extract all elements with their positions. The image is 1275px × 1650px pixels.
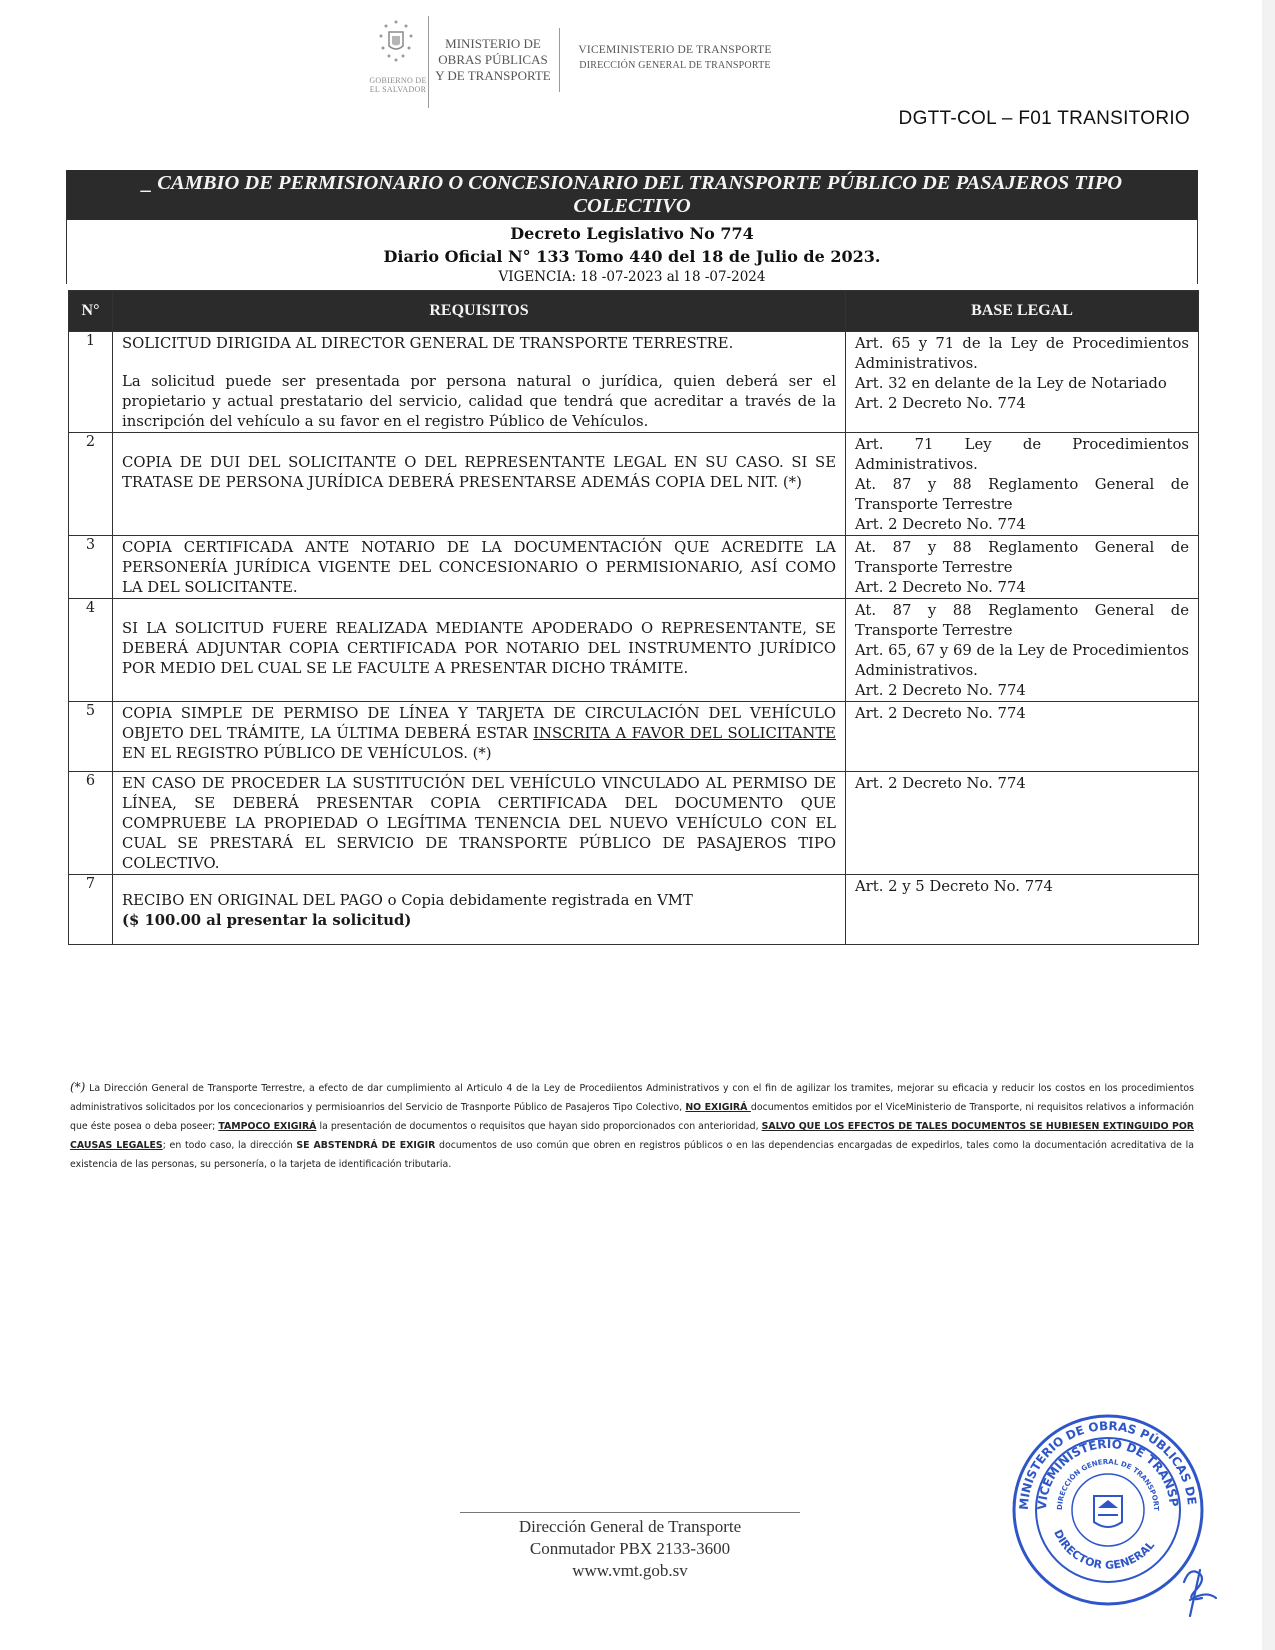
requirement-text [113,702,846,772]
title-banner [66,170,1198,220]
decree-info [66,220,1198,284]
requirement-paragraph: SOLICITUD DIRIGIDA AL DIRECTOR GENERAL DE TRANSPORTE TERRESTRE. [122,335,734,352]
requirement-paragraph: EN EL REGISTRO PÚBLICO DE VEHÍCULOS. (*) [122,745,492,762]
row-number: 4 [69,599,113,702]
footer-office: Dirección General de Transporte [518,1517,742,1536]
legal-reference: Art. 2 Decreto No. 774 [855,705,1026,722]
legal-reference: At. 87 y 88 Reglamento General de Transporte Terrestre [855,602,1189,639]
letterhead-divider [559,28,560,92]
government-label: GOBIERNO DE EL SALVADOR [369,76,427,94]
ministry-line: Y DE TRANSPORTE [435,68,551,83]
requirement-paragraph: La solicitud puede ser presentada por persona natural o jurídica, quien deberá ser el propietario y actual prestatario del servicio, calidad que tendrá que acreditar a través de la inscripción del vehículo a su favor en el registro Público de Vehículos. [122,373,836,430]
footnote [70,1078,1194,1174]
stamp-shield-icon [1094,1496,1122,1527]
form-code: DGTT-COL – F01 TRANSITORIO [898,108,1190,129]
legal-reference: Art. 2 Decreto No. 774 [855,516,1026,533]
row-number: 1 [69,332,113,433]
title-line-2: COLECTIVO [573,195,691,217]
requirement-paragraph: COPIA SIMPLE DE PERMISO DE LÍNEA Y TARJETA DE CIRCULACIÓN DEL VEHÍCULO OBJETO DEL TRÁMITE, LA ÚLTIMA DEBERÁ ESTAR [122,705,836,742]
viceministry-line: DIRECCIÓN GENERAL DE TRANSPORTE [579,60,771,71]
legal-reference: Art. 2 Decreto No. 774 [855,682,1026,699]
footer-phone: Conmutador PBX 2133-3600 [529,1539,731,1558]
paragraph-gap [122,354,836,372]
legal-basis [846,702,1199,772]
viceministry-name [565,42,785,74]
requirement-paragraph: COPIA CERTIFICADA ANTE NOTARIO DE LA DOCUMENTACIÓN QUE ACREDITE LA PERSONERÍA JURÍDICA VIGENTE DEL CONCESIONARIO O PERMISIONARIO, ASÍ COMO LA DEL SOLICITANTE. [122,539,836,596]
decree-title: Decreto Legislativo No 774 [510,224,754,243]
footer-website: www.vmt.gob.sv [572,1561,688,1580]
viceministry-line: VICEMINISTERIO DE TRANSPORTE [578,44,772,56]
table-row [69,433,1199,536]
requirement-text [113,772,846,875]
requirement-text [113,536,846,599]
footnote-marker: (*) [70,1080,86,1094]
footer-divider [460,1512,800,1513]
requirement-text [113,433,846,536]
requirement-paragraph: COPIA DE DUI DEL SOLICITANTE O DEL REPRESENTANTE LEGAL EN SU CASO. SI SE TRATASE DE PERSONA JURÍDICA DEBERÁ PRESENTARSE ADEMÁS COPIA DEL NIT. (*) [122,454,836,491]
legal-reference: Art. 2 Decreto No. 774 [855,395,1026,412]
legal-reference: Art. 32 en delante de la Ley de Notariado [855,375,1167,392]
requirement-text [113,875,846,945]
row-number: 6 [69,772,113,875]
stamp-middle-text: VICEMINISTERIO DE TRANSP [1034,1436,1182,1511]
requirement-text [113,332,846,433]
legal-basis [846,536,1199,599]
signature [1176,1560,1224,1626]
footnote-text: la presentación de documentos o requisitos que hayan sido proporcionados con anterioridad, [316,1121,762,1132]
svg-text:DIRECTOR GENERAL [1051,1528,1157,1572]
stamp-outer-text: MINISTERIO DE OBRAS PÚBLICAS DE [1016,1418,1199,1511]
legal-basis [846,332,1199,433]
legal-basis [846,772,1199,875]
footnote-text: documentos emitidos por el ViceMinisterio de Transporte, ni requisitos relativos a información que éste posea o deba poseer; [70,1102,1194,1132]
requirement-text [113,599,846,702]
table-row [69,332,1199,433]
footnote-emphasis: TAMPOCO EXIGIRÁ [218,1121,317,1132]
legal-reference: At. 87 y 88 Reglamento General de Transporte Terrestre [855,539,1189,576]
header-base-legal: BASE LEGAL [846,291,1199,332]
row-number: 3 [69,536,113,599]
footnote-text: La Dirección General de Transporte Terrestre, a efecto de dar cumplimiento al Articulo 4 de la Ley de Procediientos Administrativos y con el fin de agilizar los tramites, mejorar su eficacia y reducir los costos en los procedimientos administrativos solicitados por los concecionarios y permisioanrios del Servicio de Trasnporte Público de Pasajeros Tipo Colectivo, [70,1083,1194,1113]
legal-reference: Art. 2 y 5 Decreto No. 774 [855,878,1053,895]
header-requisitos: REQUISITOS [113,291,846,332]
legal-reference: Art. 65, 67 y 69 de la Ley de Procedimientos Administrativos. [855,642,1189,679]
table-row [69,875,1199,945]
legal-basis [846,875,1199,945]
footnote-emphasis: NO EXIGIRÁ [685,1102,751,1113]
footnote-text: ; en todo caso, la dirección [162,1140,297,1151]
legal-reference: At. 87 y 88 Reglamento General de Transporte Terrestre [855,476,1189,513]
title-line-1: _ CAMBIO DE PERMISIONARIO O CONCESIONARIO DEL TRANSPORTE PÚBLICO DE PASAJEROS TIPO [141,172,1123,194]
legal-reference: Art. 2 Decreto No. 774 [855,579,1026,596]
row-number: 5 [69,702,113,772]
letterhead-divider [428,16,429,108]
footnote-text: documentos de uso común que obren en registros públicos o en las dependencias encargadas de expedirlos, tales como la documentación acreditativa de la existencia de las personas, su personería, o la tarjeta de identificación tributaria. [70,1140,1194,1170]
table-row [69,536,1199,599]
table-row [69,599,1199,702]
vigencia: VIGENCIA: 18 -07-2023 al 18 -07-2024 [498,269,766,285]
stamp-bottom-text: DIRECTOR GENERAL [1051,1527,1158,1572]
footer [430,1516,830,1582]
legal-reference: Art. 65 y 71 de la Ley de Procedimientos Administrativos. [855,335,1189,372]
legal-basis [846,599,1199,702]
row-number: 7 [69,875,113,945]
table-row [69,772,1199,875]
page-edge [1262,0,1275,1650]
table-header-row [69,291,1199,332]
requirement-paragraph: RECIBO EN ORIGINAL DEL PAGO o Copia debidamente registrada en VMT [122,892,693,909]
requirements-table [68,290,1199,945]
ministry-line: OBRAS PÚBLICAS [438,52,548,67]
stamp-inner-text: DIRECCIÓN GENERAL DE TRANSPORT [1055,1457,1161,1511]
requirement-paragraph: EN CASO DE PROCEDER LA SUSTITUCIÓN DEL VEHÍCULO VINCULADO AL PERMISO DE LÍNEA, SE DEBERÁ PRESENTAR COPIA CERTIFICADA DEL DOCUMENTO QUE COMPRUEBE LA PROPIEDAD O LEGÍTIMA TENENCIA DEL NUEVO VEHÍCULO CON EL CUAL SE PRESTARÁ EL SERVICIO DE TRANSPORTE PÚBLICO DE PASAJEROS TIPO COLECTIVO. [122,775,836,872]
table-row [69,702,1199,772]
ministry-name [433,36,553,84]
requirement-paragraph: SI LA SOLICITUD FUERE REALIZADA MEDIANTE APODERADO O REPRESENTANTE, SE DEBERÁ ADJUNTAR COPIA CERTIFICADA POR NOTARIO DEL INSTRUMENTO JURÍDICO POR MEDIO DEL CUAL SE LE FACULTE A PRESENTAR DICHO TRÁMITE. [122,620,836,677]
legal-basis [846,433,1199,536]
diario-oficial: Diario Oficial N° 133 Tomo 440 del 18 de Julio de 2023. [383,247,881,266]
footnote-emphasis: SE ABSTENDRÁ DE EXIGIR [296,1140,436,1151]
ministry-line: MINISTERIO DE [445,36,541,51]
legal-reference: Art. 2 Decreto No. 774 [855,775,1026,792]
row-number: 2 [69,433,113,536]
footnote-emphasis: SALVO QUE LOS EFECTOS DE TALES DOCUMENTOS SE HUBIESEN EXTINGUIDO POR CAUSAS LEGALES [70,1121,1195,1151]
underlined-requirement: INSCRITA A FAVOR DEL SOLICITANTE [533,725,836,742]
payment-amount: ($ 100.00 al presentar la solicitud) [122,912,412,929]
legal-reference: Art. 71 Ley de Procedimientos Administrativos. [855,436,1189,473]
header-number: N° [69,291,113,332]
letterhead [368,14,788,104]
